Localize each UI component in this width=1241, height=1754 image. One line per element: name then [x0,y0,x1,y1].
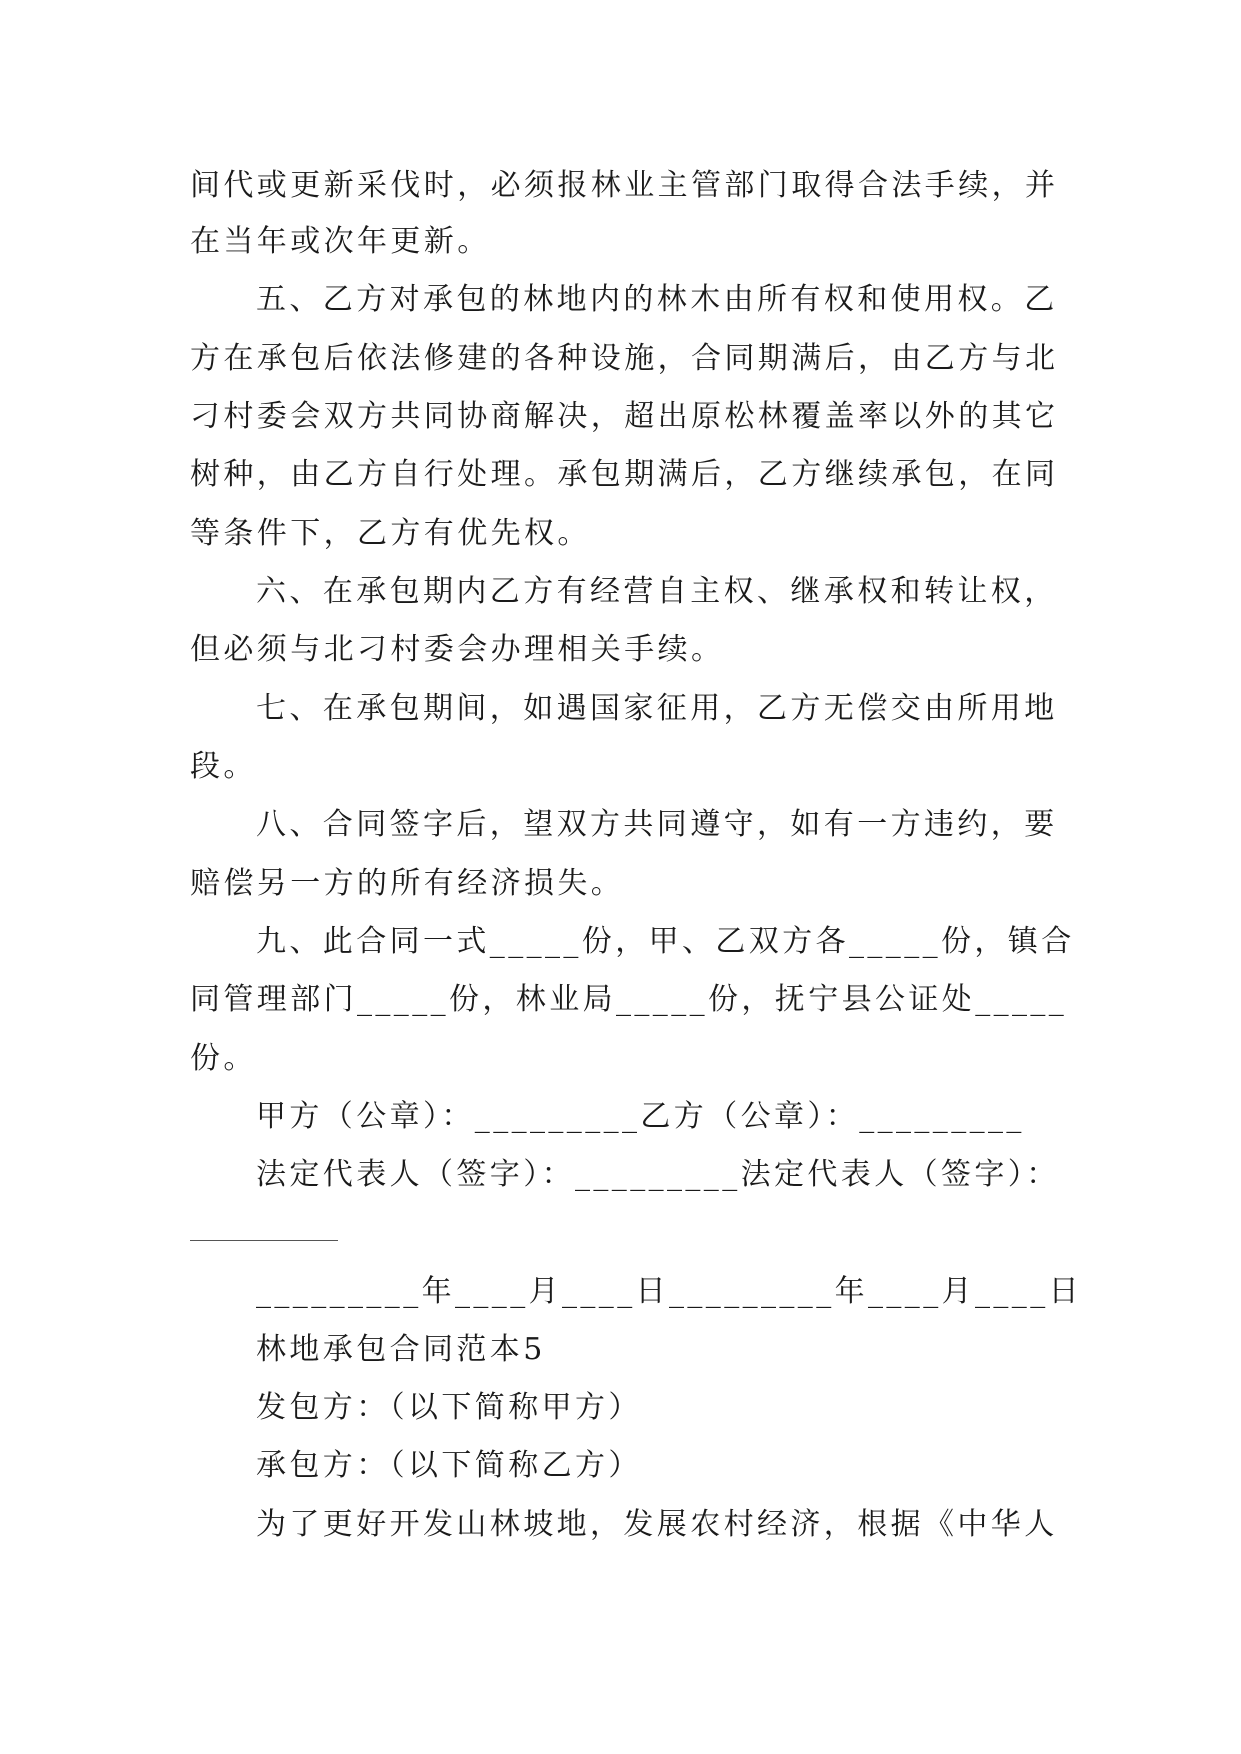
text-line-1: 间代或更新采伐时，必须报林业主管部门取得合法手续，并 [190,168,1059,203]
clause-7-line-1: 七、在承包期间，如遇国家征用，乙方无偿交由所用地 [256,691,1058,726]
signature-blank-rule [190,1240,338,1241]
clause-5-line-1: 五、乙方对承包的林地内的林木由所有权和使用权。乙 [256,282,1058,317]
preamble-line: 为了更好开发山林坡地，发展农村经济，根据《中华人 [256,1507,1058,1542]
section-title: 林地承包合同范本5 [256,1332,546,1367]
clause-5-line-5: 等条件下，乙方有优先权。 [190,516,591,551]
clause-9-line-1: 九、此合同一式_____份，甲、乙双方各_____份，镇合 [256,924,1075,959]
contractor-line: 发包方：（以下简称甲方） [256,1390,642,1425]
clause-5-line-4: 树种，由乙方自行处理。承包期满后，乙方继续承包，在同 [190,457,1059,492]
clause-8-line-2: 赔偿另一方的所有经济损失。 [190,866,625,901]
party-seal-line: 甲方（公章）：_________乙方（公章）：_________ [256,1099,1025,1134]
clause-5-line-3: 刁村委会双方共同协商解决，超出原松林覆盖率以外的其它 [190,399,1059,434]
contractee-line: 承包方：（以下简称乙方） [256,1448,642,1483]
clause-6-line-1: 六、在承包期内乙方有经营自主权、继承权和转让权， [256,574,1058,609]
date-line: _________年____月____日_________年____月____日 [256,1274,1082,1309]
clause-8-line-1: 八、合同签字后，望双方共同遵守，如有一方违约，要 [256,807,1058,842]
clause-9-line-3: 份。 [190,1041,257,1076]
clause-6-line-2: 但必须与北刁村委会办理相关手续。 [190,632,725,667]
legal-representative-line: 法定代表人（签字）：_________法定代表人（签字）： [256,1157,1060,1192]
text-line-2: 在当年或次年更新。 [190,224,491,259]
clause-7-line-2: 段。 [190,749,257,784]
clause-5-line-2: 方在承包后依法修建的各种设施，合同期满后，由乙方与北 [190,341,1059,376]
clause-9-line-2: 同管理部门_____份，林业局_____份，抚宁县公证处_____ [190,982,1068,1017]
